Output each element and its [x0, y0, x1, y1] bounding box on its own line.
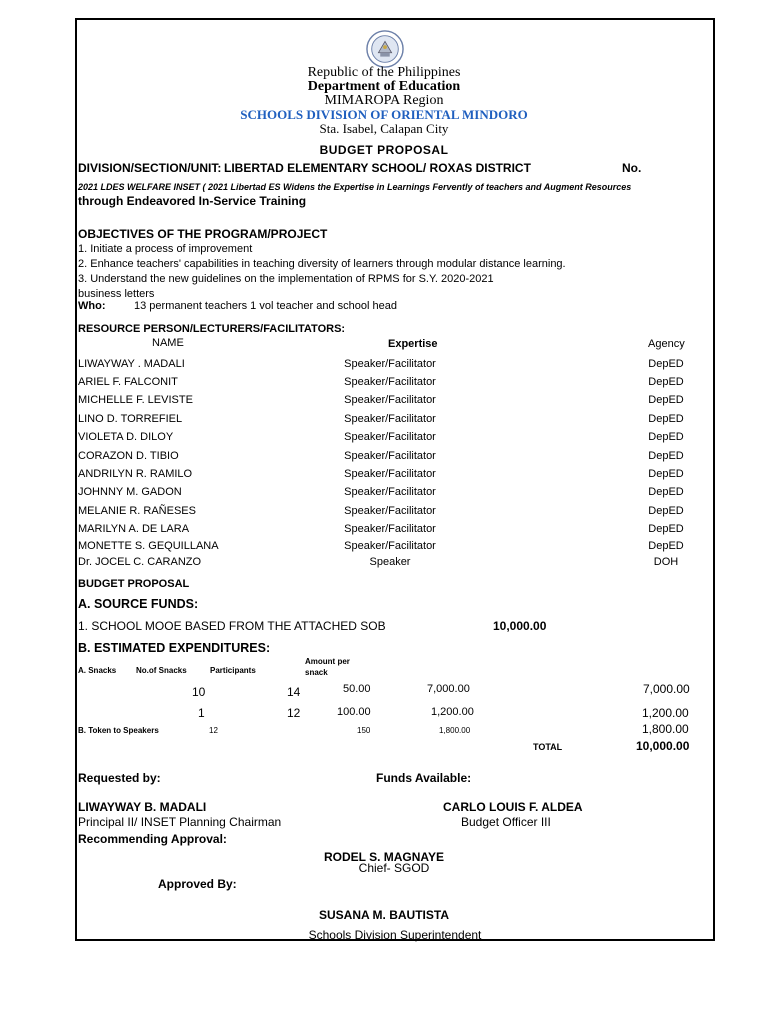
resource-agency: DepED: [648, 523, 684, 535]
resource-expertise: Speaker/Facilitator: [344, 394, 436, 406]
row1-subtotal: 7,000.00: [427, 683, 470, 695]
who-label: Who:: [78, 300, 106, 312]
col-participants-header: Participants: [210, 666, 256, 675]
row3-subtotal: 1,800.00: [439, 726, 471, 735]
resource-expertise: Speaker/Facilitator: [344, 431, 436, 443]
funds-available-label: Funds Available:: [376, 771, 472, 785]
resource-agency: DepED: [648, 431, 684, 443]
objective-item: 2. Enhance teachers' capabilities in teaching diversity of learners through modular distance learning.: [78, 258, 566, 270]
approver-name: SUSANA M. BAUTISTA: [319, 908, 449, 922]
total-label: TOTAL: [533, 742, 563, 752]
resource-agency: DepED: [648, 540, 684, 552]
approver-title: Schools Division Superintendent: [308, 928, 482, 942]
resource-agency: DepED: [648, 505, 684, 517]
objectives-heading: OBJECTIVES OF THE PROGRAM/PROJECT: [78, 227, 328, 241]
total-value: 10,000.00: [636, 739, 690, 753]
budget-heading: BUDGET PROPOSAL: [78, 578, 190, 590]
resource-expertise: Speaker/Facilitator: [344, 486, 436, 498]
unit-value: LIBERTAD ELEMENTARY SCHOOL/ ROXAS DISTRICT: [224, 161, 531, 175]
col-amount-per-header-2: snack: [305, 668, 328, 677]
address-line: Sta. Isabel, Calapan City: [319, 121, 449, 136]
resource-expertise: Speaker/Facilitator: [344, 523, 436, 535]
resource-name: MELANIE R. RAÑESES: [78, 505, 196, 517]
recommending-label: Recommending Approval:: [78, 832, 227, 846]
source-item: 1. SCHOOL MOOE BASED FROM THE ATTACHED SOB: [78, 619, 386, 633]
no-label: No.: [622, 161, 642, 175]
row1-total: 7,000.00: [643, 682, 690, 696]
department-line: Department of Education: [307, 79, 461, 94]
resource-name: VIOLETA D. DILOY: [78, 431, 174, 443]
resource-agency: DepED: [648, 468, 684, 480]
row1-amount: 50.00: [343, 683, 371, 695]
resource-agency: DepED: [648, 450, 684, 462]
resource-agency: DepED: [648, 394, 684, 406]
requester-title: Principal II/ INSET Planning Chairman: [78, 815, 282, 829]
resource-name: MARILYN A. DE LARA: [78, 523, 190, 535]
resource-name: LINO D. TORREFIEL: [78, 413, 183, 425]
approved-by-label: Approved By:: [158, 877, 237, 891]
resource-name: ANDRILYN R. RAMILO: [78, 468, 193, 480]
row2-participants: 12: [287, 706, 301, 720]
resource-expertise: Speaker/Facilitator: [344, 358, 436, 370]
unit-label: DIVISION/SECTION/UNIT:: [78, 161, 222, 175]
source-amount: 10,000.00: [493, 619, 547, 633]
doc-title: BUDGET PROPOSAL: [319, 143, 449, 157]
row1-snacks: 10: [192, 685, 206, 699]
row3-qty: 12: [209, 726, 218, 735]
resource-expertise: Speaker: [369, 556, 411, 568]
row2-snacks: 1: [198, 706, 205, 720]
who-value: 13 permanent teachers 1 vol teacher and school head: [134, 300, 397, 312]
resource-name: MONETTE S. GEQUILLANA: [78, 540, 219, 552]
resource-expertise: Speaker/Facilitator: [344, 376, 436, 388]
row3-label: B. Token to Speakers: [78, 726, 159, 735]
col-expertise-header: Expertise: [388, 338, 438, 350]
row2-subtotal: 1,200.00: [431, 706, 474, 718]
resource-expertise: Speaker/Facilitator: [344, 450, 436, 462]
resource-expertise: Speaker/Facilitator: [344, 505, 436, 517]
resource-expertise: Speaker/Facilitator: [344, 468, 436, 480]
row2-total: 1,200.00: [642, 706, 689, 720]
resource-agency: DepED: [648, 413, 684, 425]
program-title-line1: 2021 LDES WELFARE INSET ( 2021 Libertad ES Widens the Expertise in Learnings Fervently of teachers and Augment Resources: [78, 182, 632, 192]
resource-name: ARIEL F. FALCONIT: [78, 376, 178, 388]
resource-expertise: Speaker/Facilitator: [344, 540, 436, 552]
col-agency-header: Agency: [648, 338, 685, 350]
source-funds-heading: A. SOURCE FUNDS:: [78, 597, 199, 611]
resource-agency: DOH: [653, 556, 679, 568]
resource-name: MICHELLE F. LEVISTE: [78, 394, 193, 406]
resource-agency: DepED: [648, 358, 684, 370]
funds-officer-name: CARLO LOUIS F. ALDEA: [443, 800, 583, 814]
program-title-line2: through Endeavored In-Service Training: [78, 194, 307, 208]
requester-name: LIWAYWAY B. MADALI: [78, 800, 207, 814]
resource-name: CORAZON D. TIBIO: [78, 450, 179, 462]
row3-amount: 150: [357, 726, 371, 735]
col-amount-per-header: Amount per: [305, 657, 350, 666]
resource-name: Dr. JOCEL C. CARANZO: [78, 556, 202, 568]
resource-name: JOHNNY M. GADON: [78, 486, 182, 498]
deped-seal-icon: [366, 30, 404, 68]
funds-officer-title: Budget Officer III: [461, 815, 551, 829]
recommending-name: RODEL S. MAGNAYE: [323, 850, 445, 864]
region-line: MIMAROPA Region: [324, 93, 444, 108]
resource-agency: DepED: [648, 376, 684, 388]
objective-item: 3. Understand the new guidelines on the implementation of RPMS for S.Y. 2020-2021: [78, 273, 494, 285]
resource-name: LIWAYWAY . MADALI: [78, 358, 185, 370]
resource-expertise: Speaker/Facilitator: [344, 413, 436, 425]
row1-participants: 14: [287, 685, 301, 699]
objective-item: 1. Initiate a process of improvement: [78, 243, 253, 255]
division-line: SCHOOLS DIVISION OF ORIENTAL MINDORO: [240, 107, 528, 122]
row2-amount: 100.00: [337, 706, 371, 718]
col-no-snacks-header: No.of Snacks: [136, 666, 187, 675]
row3-total: 1,800.00: [642, 722, 689, 736]
requested-by-label: Requested by:: [78, 771, 161, 785]
resource-agency: DepED: [648, 486, 684, 498]
resource-heading: RESOURCE PERSON/LECTURERS/FACILITATORS:: [78, 323, 346, 335]
recommending-title: Chief- SGOD: [358, 861, 430, 875]
republic-line: Republic of the Philippines: [307, 65, 461, 80]
objective-item: business letters: [78, 288, 155, 300]
col-snacks-header: A. Snacks: [78, 666, 117, 675]
expenditures-heading: B. ESTIMATED EXPENDITURES:: [78, 641, 271, 655]
col-name-header: NAME: [152, 337, 184, 349]
